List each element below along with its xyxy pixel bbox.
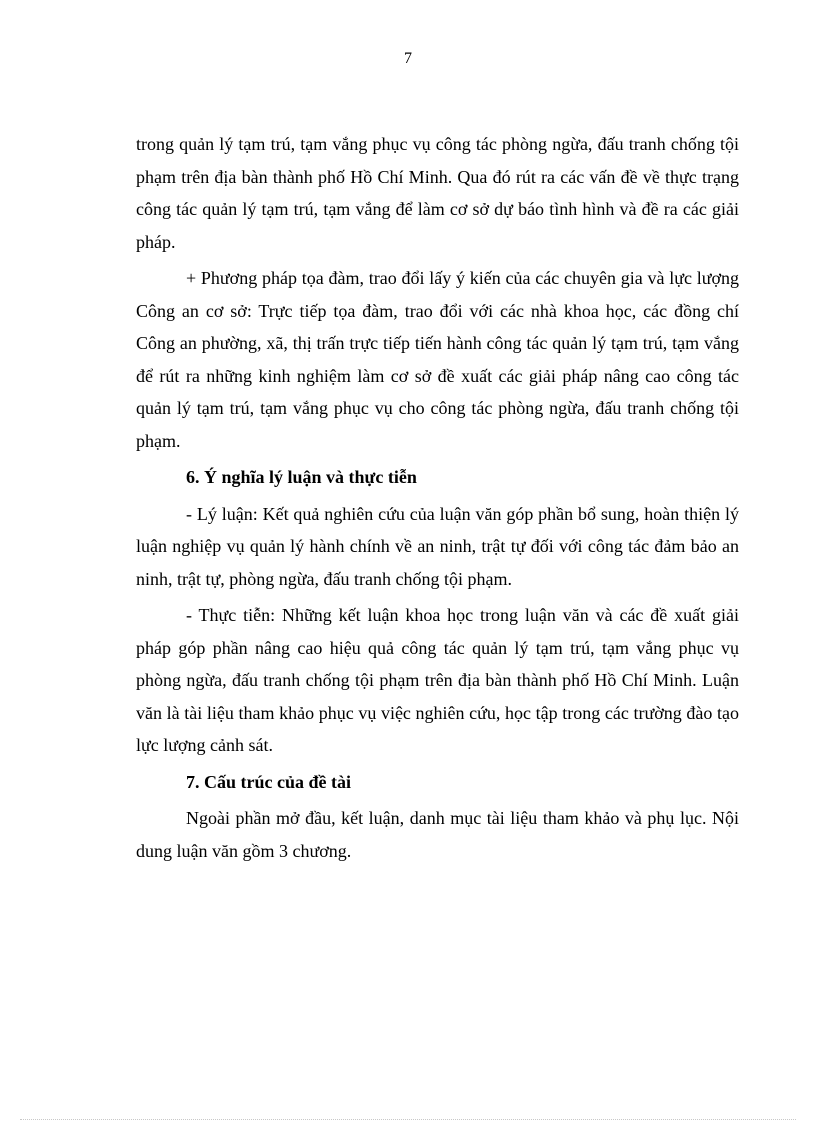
- paragraph-practical-significance: - Thực tiễn: Những kết luận khoa học trong luận văn và các đề xuất giải pháp góp phần nâng cao hiệu quả công tác quản lý tạm trú, tạm vắng phục vụ phòng ngừa, đấu tranh chống tội phạm trên địa bàn thành phố Hồ Chí Minh. Luận văn là tài liệu tham khảo phục vụ việc nghiên cứu, học tập trong các trường đào tạo lực lượng cảnh sát.: [136, 605, 739, 755]
- paragraph-research-method-continued: trong quản lý tạm trú, tạm vắng phục vụ công tác phòng ngừa, đấu tranh chống tội phạm trên địa bàn thành phố Hồ Chí Minh. Qua đó rút ra các vấn đề về thực trạng công tác quản lý tạm trú, tạm vắng để làm cơ sở dự báo tình hình và đề ra các giải pháp.: [136, 134, 739, 252]
- paragraph-theoretical-significance: - Lý luận: Kết quả nghiên cứu của luận văn góp phần bổ sung, hoàn thiện lý luận nghiệp vụ quản lý hành chính về an ninh, trật tự đối với công tác đảm bảo an ninh, trật tự, phòng ngừa, đấu tranh chống tội phạm.: [136, 503, 739, 589]
- page-number: 7: [404, 50, 412, 67]
- paragraph-consultation-method: + Phương pháp tọa đàm, trao đổi lấy ý kiến của các chuyên gia và lực lượng Công an cơ sở: Trực tiếp tọa đàm, trao đổi với các nhà khoa học, các đồng chí Công an phường, xã, thị trấn trực tiếp tiến hành công tác quản lý tạm trú, tạm vắng để rút ra những kinh nghiệm làm cơ sở đề xuất các giải pháp nâng cao công tác quản lý tạm trú, tạm vắng phục vụ cho công tác phòng ngừa, đấu tranh chống tội phạm.: [136, 268, 739, 451]
- page-bottom-divider: [20, 1119, 796, 1120]
- section-heading-significance: 6. Ý nghĩa lý luận và thực tiễn: [186, 467, 417, 487]
- paragraph-structure: Ngoài phần mở đầu, kết luận, danh mục tài liệu tham khảo và phụ lục. Nội dung luận văn gồm 3 chương.: [136, 808, 739, 861]
- document-body: [136, 128, 739, 871]
- section-heading-structure: 7. Cấu trúc của đề tài: [186, 771, 351, 792]
